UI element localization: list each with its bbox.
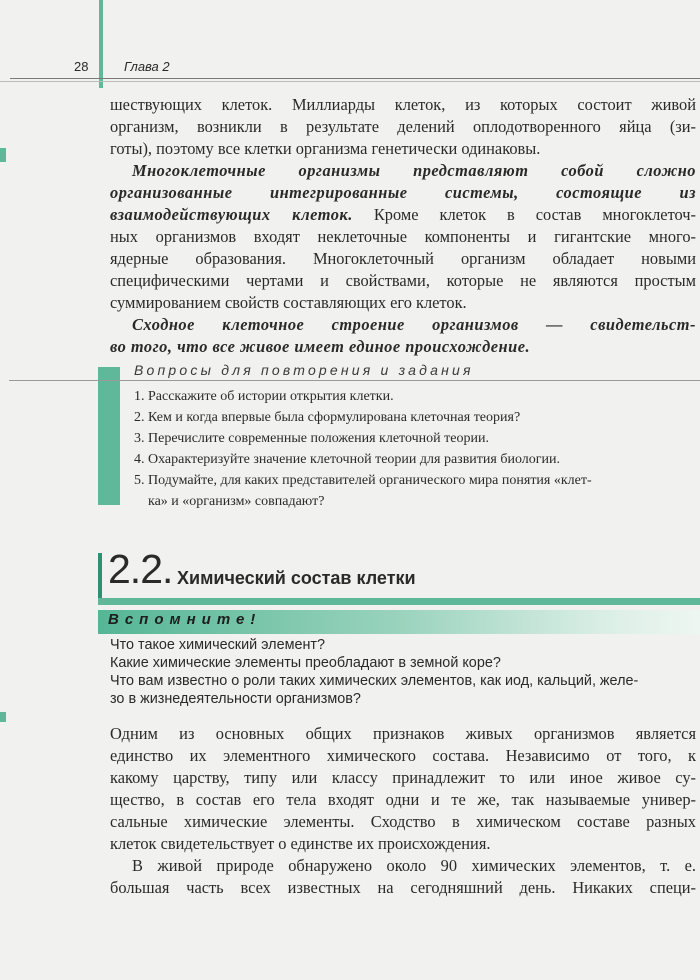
header-rule-shadow — [0, 81, 700, 82]
emphasis-text: взаимодействующих клеток. — [110, 205, 353, 224]
text-line: суммированием свойств составляющих его клеток. — [110, 293, 467, 312]
text-line: шествующих клеток. Миллиарды клеток, из которых состоит живой — [110, 95, 696, 114]
chapter-title: Глава 2 — [124, 59, 170, 74]
question-item: 2. Кем и когда впервые была сформулирована клеточная теория? — [134, 410, 521, 425]
question-item: ка» и «организм» совпадают? — [148, 494, 325, 509]
emphasis-line: Сходное клеточное строение организмов — свидетельст- — [132, 315, 696, 334]
emphasis-line: во того, что все живое имеет единое происхождение. — [110, 337, 531, 356]
section-title: Химический состав клетки — [177, 568, 416, 588]
paragraph-5 — [110, 855, 696, 899]
remember-line: Что вам известно о роли таких химических элементов, как иод, кальций, желе- — [110, 673, 639, 689]
paragraph-2 — [110, 160, 696, 314]
text-line: специфическими чертами и свойствами, которые не являются простым — [110, 271, 696, 290]
questions-rule — [9, 380, 700, 381]
text-line: готы), поэтому все клетки организма генетически одинаковы. — [110, 139, 541, 158]
section-number: 2.2. — [108, 546, 173, 592]
text-line: ных организмов входят неклеточные компоненты и гигантские много- — [110, 227, 696, 246]
remember-list — [110, 636, 696, 708]
text-line: В живой природе обнаружено около 90 химических элементов, т. е. — [132, 856, 696, 875]
page-number: 28 — [74, 59, 89, 74]
remember-title: Вспомните! — [108, 611, 262, 628]
text-line: ядерные образования. Многоклеточный организм обладает новыми — [110, 249, 696, 268]
remember-line: Какие химические элементы преобладают в земной коре? — [110, 655, 501, 671]
questions-accent-bar — [98, 367, 120, 505]
paragraph-4 — [110, 723, 696, 855]
section-strip — [98, 598, 700, 605]
questions-title: Вопросы для повторения и задания — [134, 362, 474, 378]
emphasis-line: Многоклеточные организмы представляют собой сложно — [132, 161, 696, 180]
text-line: клеток свидетельствует о единстве их происхождения. — [110, 834, 491, 853]
mixed-line — [110, 204, 696, 226]
section-accent-bar — [98, 553, 102, 600]
paragraph-1 — [110, 94, 696, 160]
text-line: единство их элементного химического состава. Независимо от того, к — [110, 746, 696, 765]
plain-text: Кроме клеток в состав многоклеточ- — [352, 205, 696, 224]
text-line: какому царству, типу или классу принадлежит то или иное живое су- — [110, 768, 696, 787]
header-accent-bar — [99, 0, 103, 88]
question-item: 4. Охарактеризуйте значение клеточной теории для развития биологии. — [134, 452, 560, 467]
remember-line: зо в жизнедеятельности организмов? — [110, 691, 361, 707]
text-line: организм, возникли в результате делений оплодотворенного яйца (зи- — [110, 117, 696, 136]
emphasis-line: организованные интегрированные системы, состоящие из — [110, 183, 696, 202]
header-rule — [10, 78, 700, 79]
text-line: Одним из основных общих признаков живых организмов является — [110, 724, 696, 743]
question-item: 5. Подумайте, для каких представителей органического мира понятия «клет- — [134, 473, 592, 488]
text-line: сальные химические элементы. Сходство в химическом составе разных — [110, 812, 696, 831]
paragraph-3 — [110, 314, 696, 358]
question-item: 1. Расскажите об истории открытия клетки. — [134, 389, 394, 404]
text-line: большая часть всех известных на сегодняшний день. Никаких специ- — [110, 878, 696, 897]
questions-list — [134, 386, 694, 512]
question-item: 3. Перечислите современные положения клеточной теории. — [134, 431, 489, 446]
margin-tab — [0, 148, 6, 162]
margin-mark — [0, 712, 6, 722]
remember-line: Что такое химический элемент? — [110, 637, 326, 653]
text-line: щество, в состав его тела входят одни и те же, так называемые универ- — [110, 790, 696, 809]
